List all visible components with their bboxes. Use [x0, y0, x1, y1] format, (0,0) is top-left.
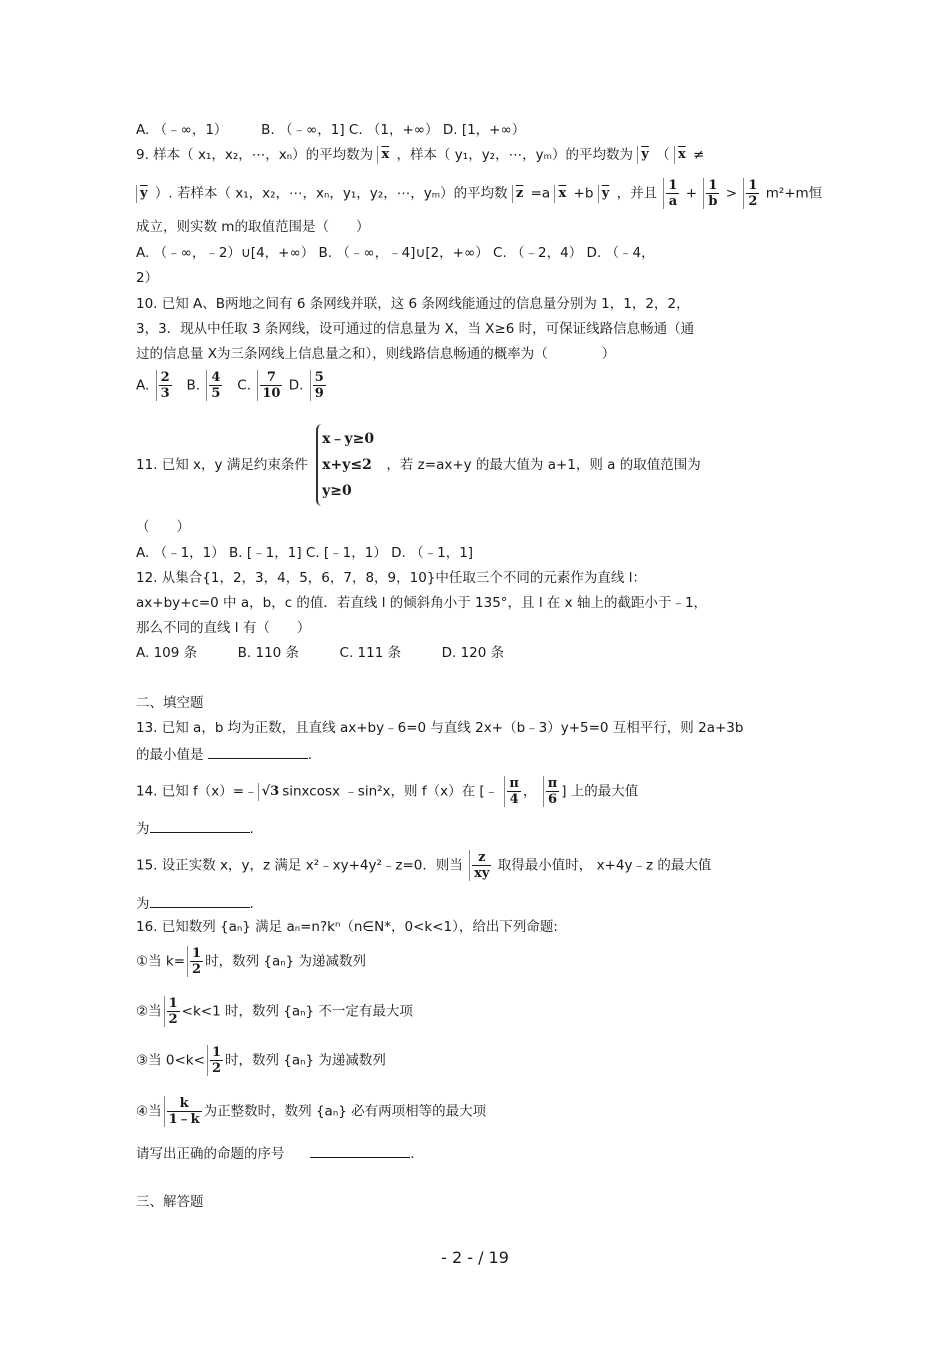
answer-blank[interactable]	[208, 744, 308, 759]
q14-line1: 14. 已知 f（x）=﹣ √3 sinxcosx ﹣sin²x，则 f（x）在 [﹣ $\frac{\pi}{4}$ ， $\frac{\pi}{6}$ ] 上的最大值	[136, 776, 639, 807]
fraction-5-9: $\frac{5}{9}$	[310, 370, 326, 401]
q13-line1: 13. 已知 a，b 均为正数，且直线 ax+by﹣6=0 与直线 2x+（b﹣3）y+5=0 互相平行，则 2a+3b	[136, 720, 744, 736]
q9-text: +b	[573, 185, 594, 202]
q15-line2: 为 .	[136, 893, 254, 913]
q13-line2: 的最小值是 .	[136, 744, 312, 764]
q11-text: ，若 z=ax+y 的最大值为 a+1，则 a 的取值范围为	[386, 457, 701, 473]
q11-line1	[136, 424, 701, 506]
fraction-1-2: $\frac{1}{2}$	[207, 1045, 223, 1076]
fraction-1-2: $\frac{1}{2}$	[187, 946, 203, 977]
option-a-label: A.	[136, 377, 150, 394]
section-solutions: 三、解答题	[136, 1194, 204, 1210]
fraction-4-5: $\frac{4}{5}$	[206, 370, 222, 401]
q14-text: sinxcosx ﹣sin²x，则 f（x）在 [﹣	[282, 783, 499, 800]
answer-blank[interactable]	[310, 1143, 410, 1158]
sqrt3-symbol: √3	[258, 783, 283, 801]
fraction-1-2: $\frac{1}{2}$	[164, 996, 180, 1027]
q16-prop4: ④当 $\frac{k}{1﹣k}$ 为正整数时，数列 {aₙ} 必有两项相等的最大项	[136, 1096, 487, 1127]
constraint-1: x﹣y≥0	[322, 431, 375, 447]
y-bar-symbol: $\overline{y}$	[637, 146, 652, 164]
option-d-label: D.	[288, 377, 304, 394]
q16-prop2: ②当 $\frac{1}{2}$ <k<1 时，数列 {aₙ} 不一定有最大项	[136, 996, 413, 1027]
constraint-system	[316, 424, 378, 506]
q9-text: ，并且	[616, 185, 658, 202]
q9-text: m²+m恒	[765, 185, 823, 202]
q9-line2	[136, 178, 822, 209]
q9-line1	[136, 146, 704, 164]
fraction-z-over-xy: $\frac{z}{xy}$	[469, 850, 491, 881]
q16-prop3: ③当 0<k< $\frac{1}{2}$ 时，数列 {aₙ} 为递减数列	[136, 1045, 386, 1076]
fraction-1-over-2: $\frac{1}{2}$	[743, 178, 759, 209]
q8-options: A. （﹣∞，1） B. （﹣∞，1] C. （1，+∞） D. [1，+∞）	[136, 122, 526, 138]
y-bar-symbol: $\overline{y}$	[136, 185, 151, 203]
fraction-pi-4: $\frac{\pi}{4}$	[504, 776, 521, 807]
q9-text: +	[685, 185, 698, 202]
q9-text: >	[725, 185, 738, 202]
answer-blank[interactable]	[150, 893, 250, 908]
fraction-7-10: $\frac{7}{10}$	[257, 370, 282, 401]
q16-answer-line: 请写出正确的命题的序号 .	[136, 1143, 415, 1163]
q11-options: A. （﹣1，1） B. [﹣1，1] C. [﹣1，1） D. （﹣1，1]	[136, 545, 474, 561]
q15-text: 取得最小值时， x+4y﹣z 的最大值	[497, 857, 712, 874]
q13-text: 的最小值是	[136, 747, 204, 763]
x-bar-symbol: $\overline{x}$	[674, 146, 689, 164]
q9-text: =a	[530, 185, 551, 202]
option-b-label: B.	[186, 377, 201, 394]
fraction-2-3: $\frac{2}{3}$	[156, 370, 172, 401]
fraction-1-over-a: $\frac{1}{a}$	[663, 178, 679, 209]
q14-line2: 为 .	[136, 818, 254, 838]
q12-line3: 那么不同的直线 l 有（ ）	[136, 620, 311, 636]
option-c-label: C.	[237, 377, 252, 394]
q12-line1: 12. 从集合{1，2，3，4，5，6，7，8，9，10}中任取三个不同的元素作为直线 l：	[136, 570, 646, 586]
section-fill-in: 二、填空题	[136, 695, 204, 711]
y-bar-symbol: $\overline{y}$	[598, 185, 613, 203]
q15-text: 15. 设正实数 x，y，z 满足 x²﹣xy+4y²﹣z=0．则当	[136, 857, 463, 874]
q12-line2: ax+by+c=0 中 a，b，c 的值．若直线 l 的倾斜角小于 135°，且 l 在 x 轴上的截距小于﹣1，	[136, 595, 708, 611]
fraction-1-over-b: $\frac{1}{b}$	[703, 178, 719, 209]
q10-line2: 3，3．现从中任取 3 条网线，设可通过的信息量为 X，当 X≥6 时，可保证线路信息畅通（通	[136, 321, 695, 337]
answer-blank[interactable]	[150, 818, 250, 833]
q10-line1: 10. 已知 A、B两地之间有 6 条网线并联，这 6 条网线能通过的信息量分别为 1，1，2，2，	[136, 296, 690, 312]
fraction-pi-6: $\frac{\pi}{6}$	[543, 776, 560, 807]
q16-prop1: ①当 k= $\frac{1}{2}$ 时，数列 {aₙ} 为递减数列	[136, 946, 366, 977]
q9-text: ）. 若样本（ x₁，x₂，⋯，xₙ，y₁，y₂，⋯，yₘ）的平均数	[154, 185, 508, 202]
constraint-3: y≥0	[322, 483, 352, 499]
q9-options-2: 2）	[136, 270, 159, 286]
q9-text: ≠	[693, 147, 705, 163]
q9-text: 9. 样本（ x₁，x₂，⋯，xₙ）的平均数为	[136, 147, 374, 163]
q9-text: （	[656, 147, 670, 163]
fraction-k-over-1-minus-k: $\frac{k}{1﹣k}$	[164, 1096, 202, 1127]
x-bar-symbol: $\overline{x}$	[554, 185, 569, 203]
q12-options: A. 109 条 B. 110 条 C. 111 条 D. 120 条	[136, 645, 505, 661]
z-bar-symbol: $\overline{z}$	[512, 185, 526, 203]
page-number: - 2 - / 19	[441, 1248, 509, 1267]
q9-options-1: A. （﹣∞，﹣2）∪[4，+∞） B. （﹣∞，﹣4]∪[2，+∞） C. （﹣2，4） D. （﹣4，	[136, 245, 655, 261]
q16-line1: 16. 已知数列 {aₙ} 满足 aₙ=n?kⁿ（n∈N*，0<k<1），给出下列命题:	[136, 919, 558, 935]
x-bar-symbol: $\overline{x}$	[377, 146, 392, 164]
q14-text: 14. 已知 f（x）=﹣	[136, 783, 258, 800]
q9-line3: 成立，则实数 m的取值范围是（ ）	[136, 219, 370, 235]
q10-line3: 过的信息量 X为三条网线上信息量之和），则线路信息畅通的概率为（ ）	[136, 346, 616, 362]
q15-line1	[136, 850, 711, 881]
q14-text: ] 上的最大值	[561, 783, 639, 800]
q9-text: ，样本（ y₁，y₂，⋯，yₘ）的平均数为	[396, 147, 633, 163]
q10-options	[136, 370, 328, 401]
q11-text: 11. 已知 x，y 满足约束条件	[136, 457, 308, 473]
q11-paren: （ ）	[136, 519, 190, 535]
constraint-2: x+y≤2	[322, 457, 372, 473]
